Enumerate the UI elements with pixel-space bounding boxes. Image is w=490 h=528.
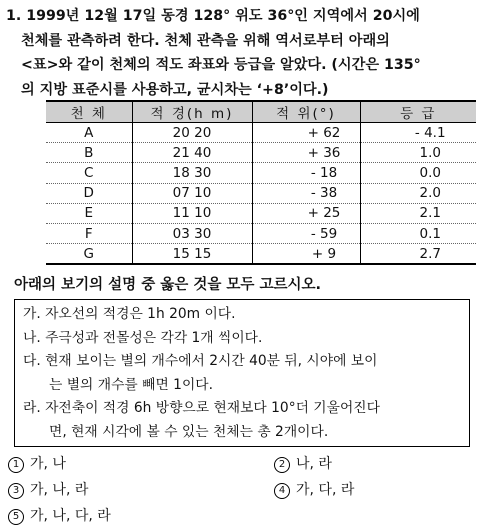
statement-ra-continued: 면, 현재 시각에 볼 수 있는 천체는 총 2개이다. bbox=[49, 423, 329, 440]
choice-number-circle: 1 bbox=[8, 457, 24, 473]
cell-object-value: B bbox=[84, 144, 94, 161]
cell-magnitude-value: 2.1 bbox=[419, 205, 441, 222]
cell-right-ascension-value: 21 40 bbox=[172, 144, 212, 161]
cell-object-value: A bbox=[84, 124, 94, 141]
cell-right-ascension-value: 15 15 bbox=[172, 245, 212, 262]
table-header-row bbox=[46, 101, 476, 123]
table-row bbox=[46, 223, 476, 243]
choice-1[interactable] bbox=[8, 453, 66, 473]
cell-object bbox=[46, 244, 132, 265]
cell-magnitude-value: 1.0 bbox=[419, 144, 441, 161]
statement-ra: 라. 자전축이 적경 6h 방향으로 현재보다 10°더 기울어진다 bbox=[23, 400, 380, 417]
table-row bbox=[46, 123, 476, 143]
choice-text: 가, 나, 다, 라 bbox=[30, 508, 111, 524]
question-line: 의 지방 표준시를 사용하고, 균시차는 ‘+8’이다.) bbox=[21, 81, 329, 98]
cell-right-ascension bbox=[132, 203, 252, 223]
cell-declination bbox=[252, 244, 360, 265]
cell-magnitude bbox=[360, 143, 476, 163]
cell-right-ascension-value: 11 10 bbox=[172, 205, 212, 222]
question-line: <표>와 같이 천체의 적도 좌표와 등급을 알았다. (시간은 135° bbox=[21, 57, 421, 73]
choice-text: 가, 다, 라 bbox=[296, 482, 355, 498]
question-text bbox=[6, 4, 484, 102]
cell-magnitude bbox=[360, 203, 476, 223]
statement-da: 다. 현재 보이는 별의 개수에서 2시간 40분 뒤, 시야에 보이 bbox=[23, 353, 378, 370]
cell-magnitude-value: 0.0 bbox=[419, 164, 441, 181]
cell-object-value: C bbox=[84, 164, 94, 181]
choice-number-circle: 4 bbox=[274, 483, 290, 499]
table-row bbox=[46, 183, 476, 203]
statement-na: 나. 주극성과 전몰성은 각각 1개 씩이다. bbox=[23, 329, 263, 346]
choice-text: 가, 나, 라 bbox=[30, 482, 89, 498]
cell-declination bbox=[252, 203, 360, 223]
cell-magnitude bbox=[360, 244, 476, 265]
instruction-text: 아래의 보기의 설명 중 옳은 것을 모두 고르시오. bbox=[14, 277, 321, 293]
cell-object bbox=[46, 123, 132, 143]
cell-right-ascension-value: 07 10 bbox=[172, 185, 212, 202]
cell-magnitude bbox=[360, 223, 476, 243]
cell-object bbox=[46, 203, 132, 223]
cell-magnitude-value: 2.0 bbox=[419, 185, 441, 202]
choice-text: 가, 나 bbox=[30, 456, 66, 472]
cell-declination bbox=[252, 183, 360, 203]
cell-declination-value: - 38 bbox=[310, 185, 338, 202]
table-row bbox=[46, 143, 476, 163]
choice-number-circle: 2 bbox=[274, 457, 290, 473]
cell-magnitude bbox=[360, 163, 476, 183]
cell-declination bbox=[252, 223, 360, 243]
cell-declination-value: + 9 bbox=[311, 245, 337, 262]
statement-da-continued: 는 별의 개수를 빼면 1이다. bbox=[49, 376, 213, 393]
question-line: 1. 1999년 12월 17일 동경 128° 위도 36°인 지역에서 20시에 bbox=[6, 8, 420, 24]
cell-right-ascension-value: 18 30 bbox=[172, 164, 212, 181]
statements-box bbox=[14, 299, 470, 447]
cell-declination-value: - 59 bbox=[310, 225, 338, 242]
choice-5[interactable] bbox=[8, 505, 111, 525]
cell-declination-value: + 36 bbox=[307, 144, 341, 161]
cell-object-value: G bbox=[83, 245, 94, 262]
choice-3[interactable] bbox=[8, 479, 88, 499]
choice-number-circle: 3 bbox=[8, 483, 24, 499]
cell-right-ascension bbox=[132, 183, 252, 203]
cell-right-ascension bbox=[132, 143, 252, 163]
cell-object bbox=[46, 183, 132, 203]
cell-magnitude-value: - 4.1 bbox=[414, 124, 446, 141]
cell-object-value: E bbox=[84, 205, 94, 222]
header-object: 천 체 bbox=[46, 101, 132, 123]
cell-right-ascension bbox=[132, 163, 252, 183]
table-row bbox=[46, 203, 476, 223]
header-magnitude: 등 급 bbox=[360, 101, 476, 123]
table-row bbox=[46, 244, 476, 265]
cell-magnitude-value: 2.7 bbox=[419, 245, 441, 262]
cell-object bbox=[46, 223, 132, 243]
cell-declination-value: + 62 bbox=[307, 124, 341, 141]
question-line: 천체를 관측하려 한다. 천체 관측을 위해 역서로부터 아래의 bbox=[21, 32, 390, 49]
cell-object bbox=[46, 163, 132, 183]
cell-right-ascension bbox=[132, 244, 252, 265]
cell-magnitude bbox=[360, 123, 476, 143]
cell-right-ascension-value: 20 20 bbox=[172, 124, 212, 141]
cell-declination bbox=[252, 163, 360, 183]
statement-ga: 가. 자오선의 적경은 1h 20m 이다. bbox=[23, 306, 236, 322]
cell-declination-value: - 18 bbox=[310, 164, 338, 181]
cell-declination bbox=[252, 123, 360, 143]
cell-right-ascension bbox=[132, 223, 252, 243]
cell-declination-value: + 25 bbox=[307, 205, 341, 222]
table-row bbox=[46, 163, 476, 183]
header-declination: 적 위(°) bbox=[252, 101, 360, 123]
cell-object-value: D bbox=[83, 185, 94, 202]
cell-object bbox=[46, 143, 132, 163]
choice-2[interactable] bbox=[274, 453, 332, 473]
cell-magnitude-value: 0.1 bbox=[419, 225, 441, 242]
cell-declination bbox=[252, 143, 360, 163]
cell-magnitude bbox=[360, 183, 476, 203]
choice-4[interactable] bbox=[274, 479, 354, 499]
choice-text: 나, 라 bbox=[296, 456, 332, 472]
header-right-ascension: 적 경(h m) bbox=[132, 101, 252, 123]
cell-object-value: F bbox=[84, 225, 93, 242]
cell-right-ascension bbox=[132, 123, 252, 143]
cell-right-ascension-value: 03 30 bbox=[172, 225, 212, 242]
choice-number-circle: 5 bbox=[8, 509, 24, 525]
star-coordinate-table bbox=[46, 100, 476, 265]
